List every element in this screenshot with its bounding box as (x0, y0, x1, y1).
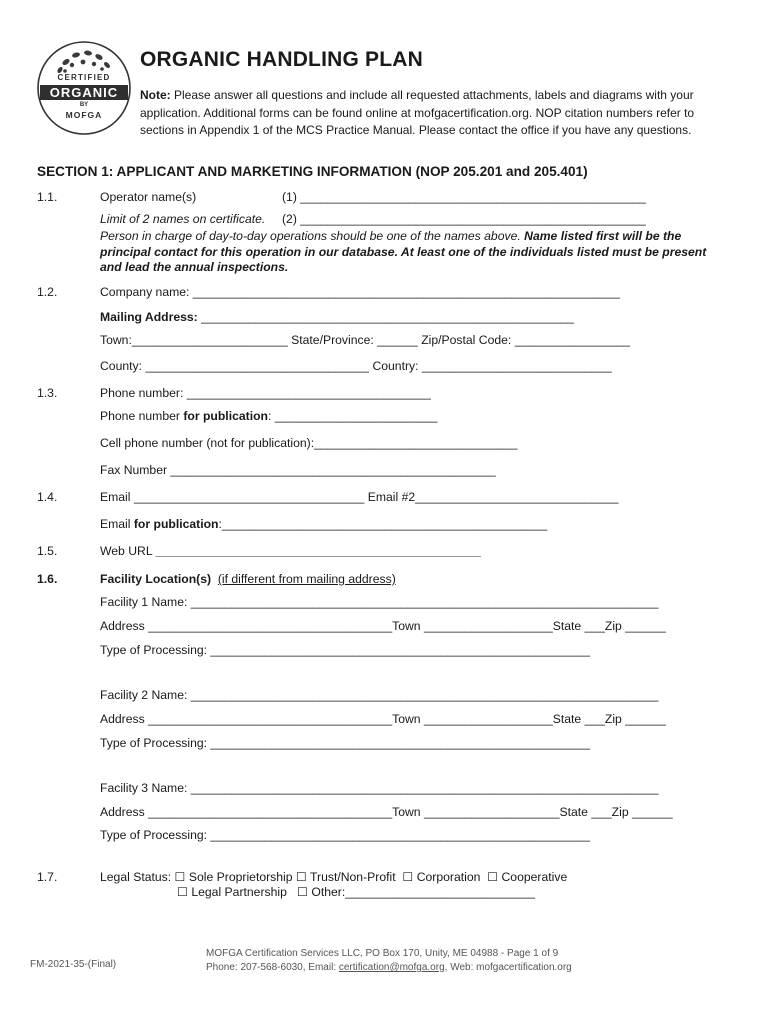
note-text: Please answer all questions and include all requested attachments, labels and diagrams with your application. Additional forms can be found online at mofgacertification.org. NOP citation numbers refer to sections in Appendix 1 of the MCS Practice Manual. Please contact the office if you have any questions. (140, 88, 695, 137)
facility-2-name-field[interactable]: Facility 2 Name: _____________________________________________________________________ (100, 688, 659, 702)
mailing-address-field[interactable] (100, 310, 574, 324)
fax-number-field[interactable]: Fax Number ________________________________________________ (100, 463, 496, 477)
facility-location-note: (if different from mailing address) (217, 572, 396, 586)
legal-status-row-2 (177, 885, 535, 899)
principal-contact-note (100, 229, 720, 276)
footer-contact-line (206, 961, 572, 975)
cooperative-label: Cooperative (501, 870, 568, 884)
question-number: 1.6. (37, 572, 58, 586)
question-number: 1.5. (37, 544, 58, 558)
sole-proprietorship-label: Sole Proprietorship (188, 870, 293, 884)
cooperative-checkbox[interactable]: ☐ (487, 870, 499, 884)
certified-organic-logo (36, 40, 132, 136)
phone-pub-prefix: Phone number (100, 409, 184, 423)
corporation-checkbox[interactable]: ☐ (402, 870, 414, 884)
page-title: ORGANIC HANDLING PLAN (140, 48, 424, 71)
phone-pub-line: : ________________________ (267, 409, 438, 423)
question-number: 1.4. (37, 490, 58, 504)
note-italic-text: Person in charge of day-to-day operations should be one of the names above. (100, 229, 525, 243)
operator-name-1-field[interactable]: (1) ___________________________________________________ (282, 190, 646, 204)
facility-3-name-field[interactable]: Facility 3 Name: _____________________________________________________________________ (100, 781, 659, 795)
operator-name-2-field[interactable]: (2) ___________________________________________________ (282, 212, 646, 226)
note-bold-text: Name listed first will be the principal contact for this operation in our database. At least one of the individuals listed must be present and lead the annual inspections. (100, 229, 707, 274)
facility-1-address-field[interactable]: Address ____________________________________Town ___________________State ___Zip ______ (100, 619, 666, 633)
trust-nonprofit-label: Trust/Non-Profit (310, 870, 396, 884)
email-pub-line: :________________________________________________ (218, 517, 548, 531)
phone-publication-field[interactable] (100, 409, 437, 423)
intro-note (140, 87, 730, 140)
note-label: Note: (140, 88, 171, 102)
trust-nonprofit-checkbox[interactable]: ☐ (295, 870, 307, 884)
web-url-label: Web URL (100, 544, 156, 558)
section-1-heading: SECTION 1: APPLICANT AND MARKETING INFORMATION (NOP 205.201 and 205.401) (37, 164, 588, 179)
company-name-field[interactable]: Company name: _______________________________________________________________ (100, 285, 620, 299)
facility-1-name-field[interactable]: Facility 1 Name: _____________________________________________________________________ (100, 595, 659, 609)
email-publication-field[interactable] (100, 517, 547, 531)
phone-number-field[interactable]: Phone number: ____________________________________ (100, 386, 431, 400)
logo-by-text: BY (79, 102, 89, 108)
other-field[interactable]: Other:____________________________ (311, 885, 536, 899)
page-footer (206, 947, 572, 975)
corporation-label: Corporation (416, 870, 481, 884)
logo-bottom-text: MOFGA (65, 110, 103, 120)
mailing-address-line: _______________________________________________________ (197, 310, 574, 324)
facility-location-label: Facility Location(s) (100, 572, 212, 586)
footer-phone: Phone: 207-568-6030, Email: (206, 962, 339, 973)
phone-pub-bold: for publication (183, 409, 268, 423)
question-number: 1.3. (37, 386, 58, 400)
sole-proprietorship-checkbox[interactable]: ☐ (174, 870, 186, 884)
email-pub-bold: for publication (133, 517, 219, 531)
legal-partnership-checkbox[interactable]: ☐ (177, 885, 188, 899)
logo-main-text: ORGANIC (49, 85, 119, 100)
footer-address-line: MOFGA Certification Services LLC, PO Box 170, Unity, ME 04988 - Page 1 of 9 (206, 948, 559, 959)
name-limit-note: Limit of 2 names on certificate. (100, 212, 266, 226)
email-pub-prefix: Email (100, 517, 134, 531)
email-field[interactable]: Email __________________________________ Email #2______________________________ (100, 490, 619, 504)
other-checkbox[interactable]: ☐ (297, 885, 308, 899)
operator-name-label: Operator name(s) (100, 190, 197, 204)
county-country-field[interactable]: County: _________________________________ Country: ____________________________ (100, 359, 612, 373)
footer-web: , Web: mofgacertification.org (444, 962, 572, 973)
facility-3-address-field[interactable]: Address ____________________________________Town ____________________State ___Zip ______ (100, 805, 673, 819)
cell-phone-field[interactable]: Cell phone number (not for publication):______________________________ (100, 436, 518, 450)
facility-3-processing-field[interactable]: Type of Processing: ________________________________________________________ (100, 828, 590, 842)
facility-location-heading (100, 572, 396, 586)
question-number: 1.7. (37, 870, 58, 884)
facility-2-processing-field[interactable]: Type of Processing: ________________________________________________________ (100, 736, 590, 750)
facility-2-address-field[interactable]: Address ____________________________________Town ___________________State ___Zip ______ (100, 712, 666, 726)
legal-status-label: Legal Status: (100, 870, 172, 884)
legal-status-row-1 (100, 870, 567, 884)
question-number: 1.2. (37, 285, 58, 299)
form-id: FM-2021-35-(Final) (30, 959, 117, 970)
question-number: 1.1. (37, 190, 58, 204)
web-url-line: ________________________________________________ (155, 544, 481, 558)
footer-email-link[interactable]: certification@mofga.org (338, 962, 445, 973)
web-url-field[interactable] (100, 544, 481, 558)
legal-partnership-label: Legal Partnership (191, 885, 287, 899)
mailing-address-label: Mailing Address: (100, 310, 198, 324)
facility-1-processing-field[interactable]: Type of Processing: ________________________________________________________ (100, 643, 590, 657)
logo-top-text: CERTIFIED (57, 73, 111, 82)
town-state-zip-field[interactable]: Town:_______________________ State/Province: ______ Zip/Postal Code: _________________ (100, 333, 630, 347)
